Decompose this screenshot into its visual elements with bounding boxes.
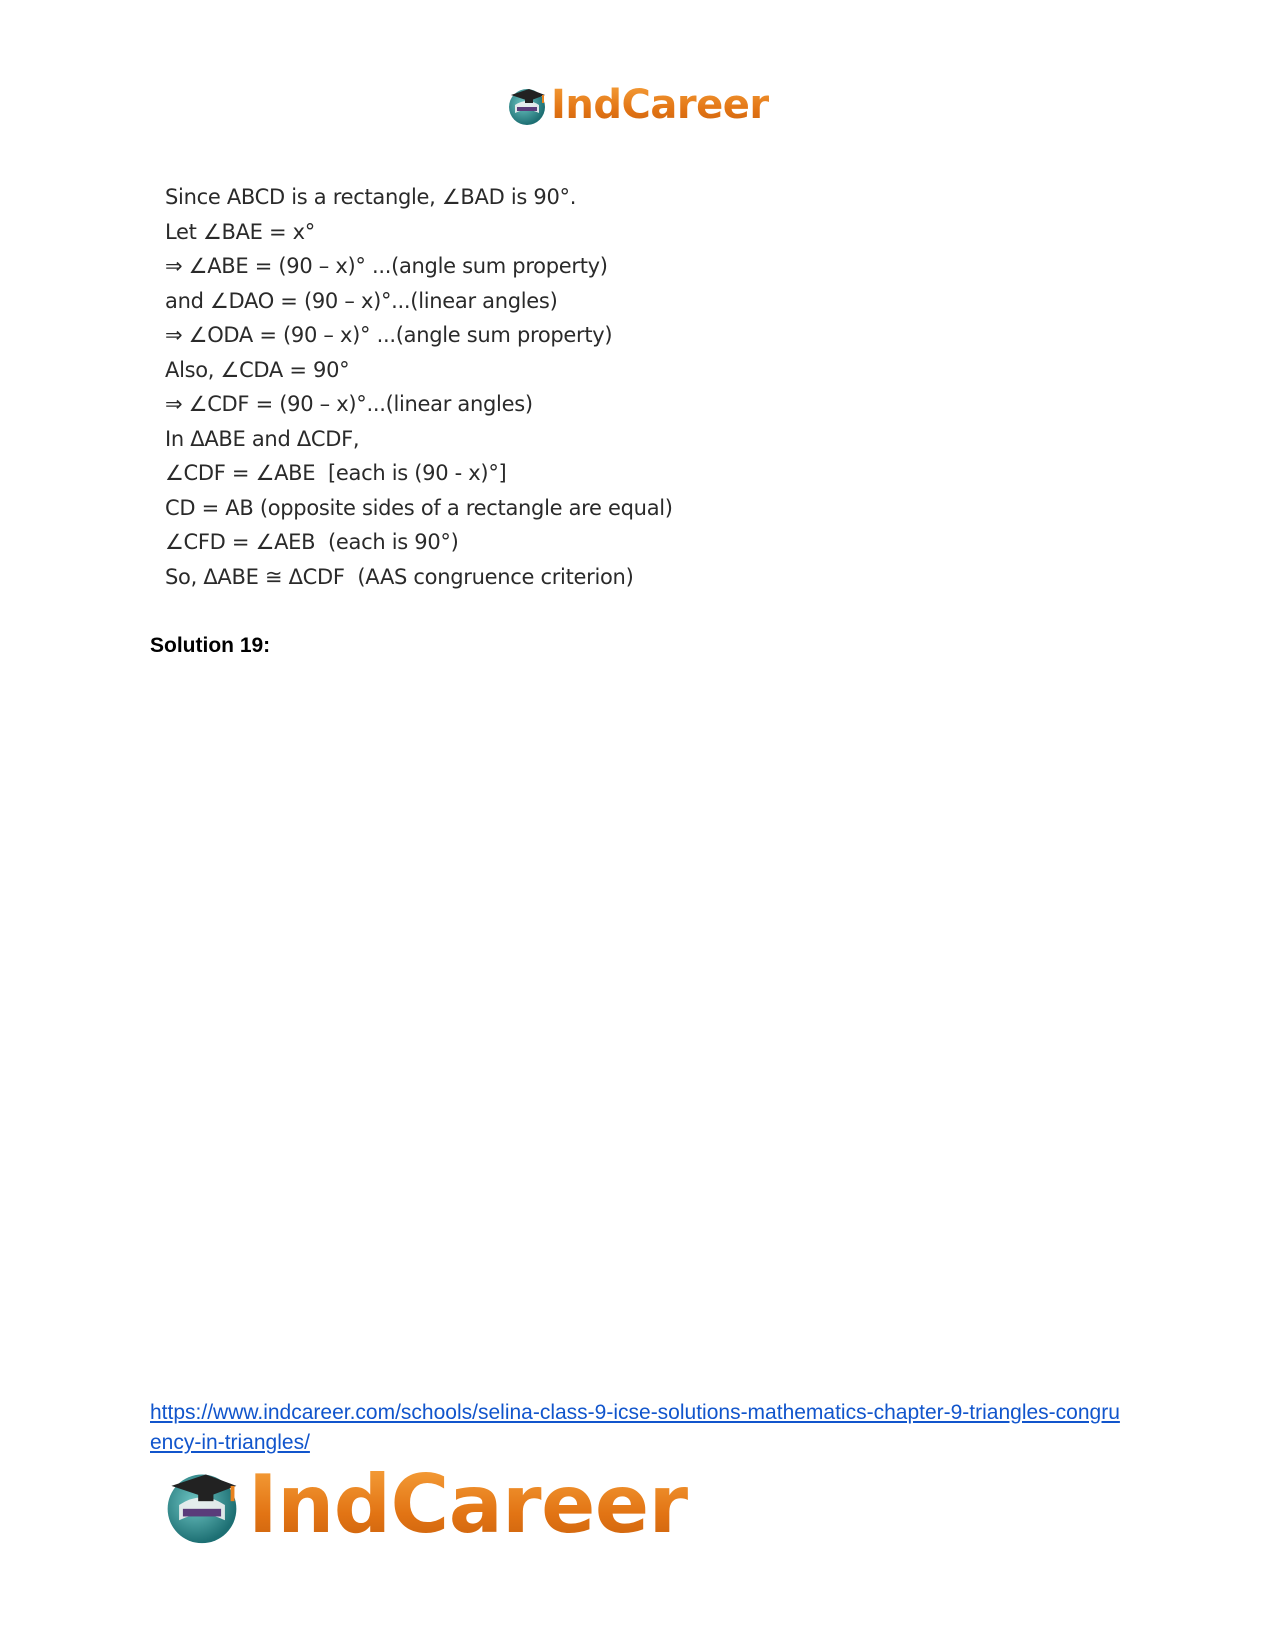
solution-line: In ΔABE and ΔCDF,: [165, 426, 360, 451]
solution-line: ⇒ ∠ABE = (90 – x)° ...(angle sum property): [165, 254, 608, 278]
solution-heading: Solution 19:: [150, 634, 271, 657]
footer-logo: [160, 1460, 720, 1550]
solution-line: ⇒ ∠CDF = (90 – x)°...(linear angles): [165, 392, 533, 416]
footer-logo-text: IndCareer: [248, 1458, 688, 1551]
solution-line: ∠CFD = ∠AEB (each is 90°): [165, 530, 459, 554]
solution-line: and ∠DAO = (90 – x)°...(linear angles): [165, 288, 558, 313]
solution-line: Let ∠BAE = x°: [165, 219, 316, 244]
solution-line: CD = AB (opposite sides of a rectangle are equal): [165, 495, 673, 520]
globe-graduation-cap-icon: [160, 1463, 244, 1547]
header-logo: [505, 80, 775, 130]
header-logo-text: IndCareer: [551, 82, 769, 128]
solution-line: Also, ∠CDA = 90°: [165, 357, 350, 382]
solution-line: ⇒ ∠ODA = (90 – x)° ...(angle sum property): [165, 323, 613, 347]
solution-line: ∠CDF = ∠ABE [each is (90 - x)°]: [165, 461, 507, 485]
solution-content: [165, 180, 865, 594]
solution-line: Since ABCD is a rectangle, ∠BAD is 90°.: [165, 185, 577, 209]
solution-line: So, ΔABE ≅ ΔCDF (AAS congruence criterion): [165, 564, 634, 589]
globe-graduation-cap-icon: [505, 83, 549, 127]
source-link[interactable]: https://www.indcareer.com/schools/selina-class-9-icse-solutions-mathematics-chapter-9-triangles-congruency-in-triangles/: [150, 1401, 1120, 1454]
